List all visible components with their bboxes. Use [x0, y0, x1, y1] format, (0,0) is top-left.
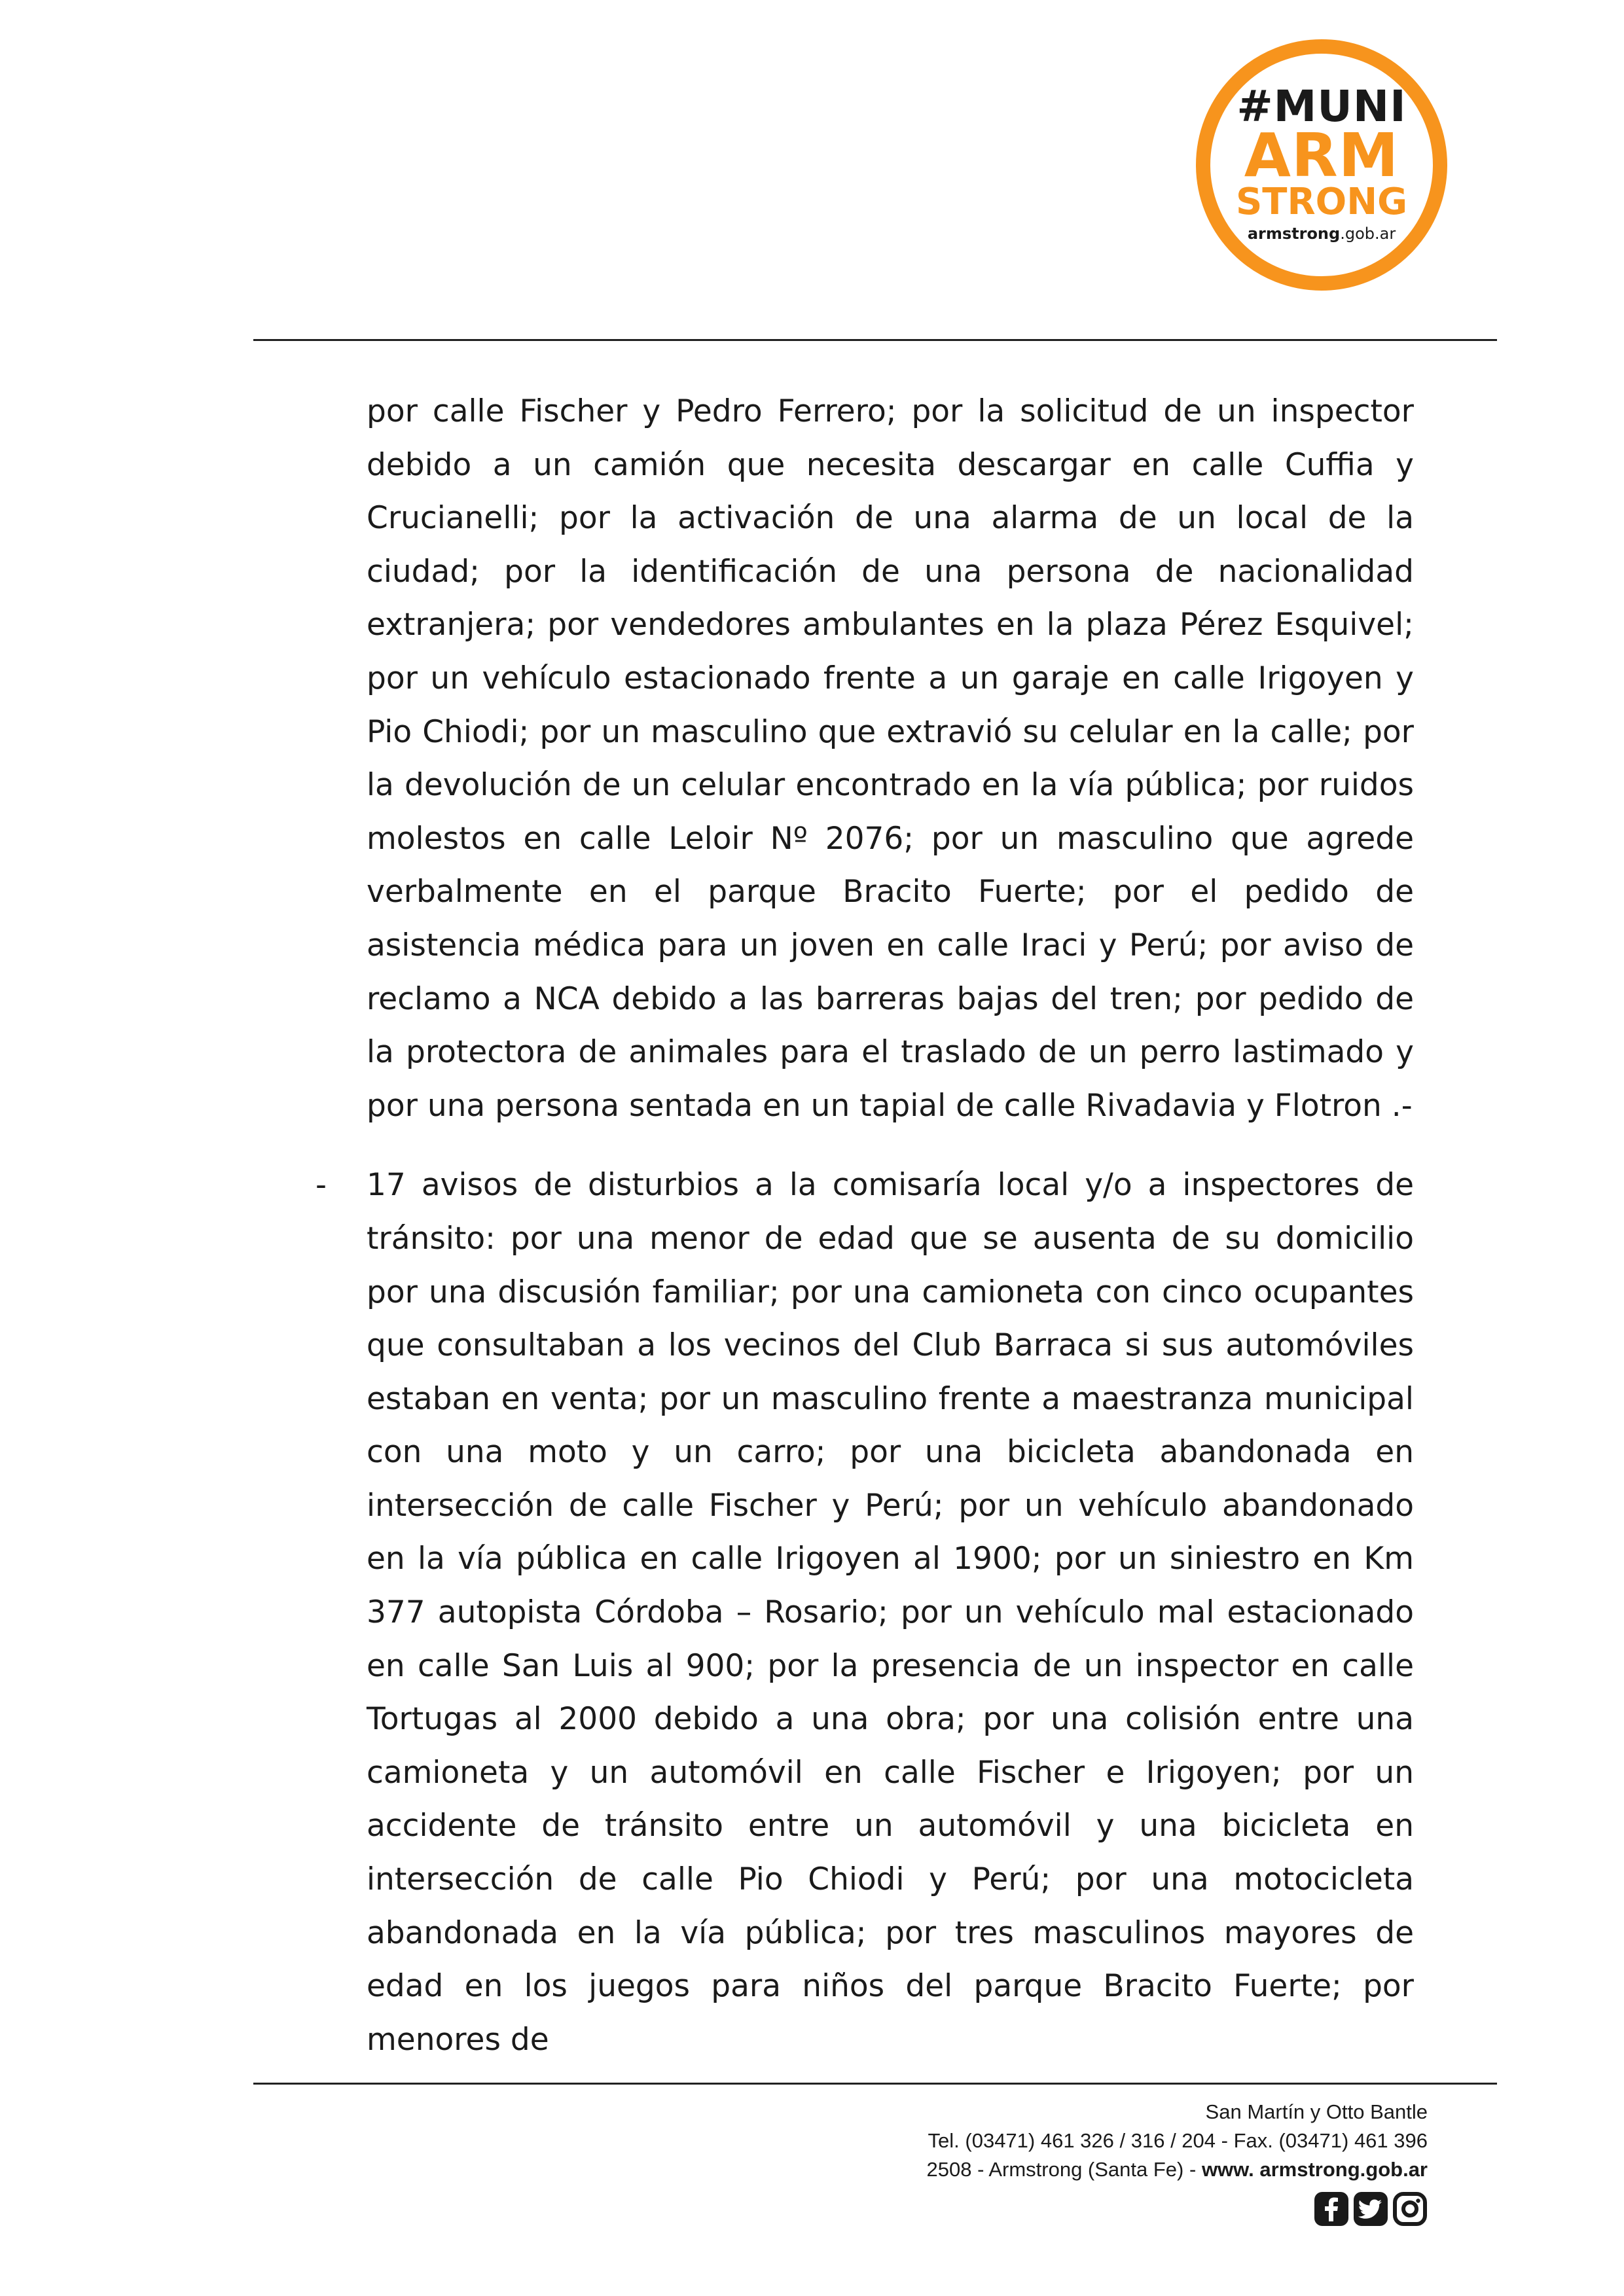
logo-line-strong: STRONG [1235, 181, 1408, 223]
footer-website[interactable]: www. armstrong.gob.ar [1201, 2158, 1428, 2181]
footer-address: San Martín y Otto Bantle [1205, 2100, 1428, 2123]
footer-phone: Tel. (03471) 461 326 / 316 / 204 - Fax. (03471) 461 396 [928, 2129, 1428, 2152]
twitter-icon[interactable] [1353, 2191, 1388, 2227]
logo-line-muni: #MUNI [1236, 81, 1407, 132]
logo-domain [1248, 223, 1396, 244]
logo-line-arm: ARM [1244, 120, 1399, 190]
header-divider [253, 339, 1497, 341]
instagram-icon[interactable] [1392, 2191, 1428, 2227]
logo-domain-bold: armstrong [1247, 224, 1341, 243]
footer-city: 2508 - Armstrong (Santa Fe) - [926, 2158, 1202, 2181]
footer-city-line [927, 2155, 1428, 2184]
paragraph-continuation: por calle Fischer y Pedro Ferrero; por la solicitud de un inspector debido a un camión que necesita descargar en calle Cuffia y Crucianelli; por la activación de una alarma de un local de la ciudad; por la identificación de una persona de nacionalidad extranjera; por vendedores ambulantes en la plaza Pérez Esquivel; por un vehículo estacionado frente a un garaje en calle Irigoyen y Pio Chiodi; por un masculino que extravió su celular en la calle; por la devolución de un celular encontrado en la vía pública; por ruidos molestos en calle Leloir Nº 2076; por un masculino que agrede verbalmente en el parque Bracito Fuerte; por el pedido de asistencia médica para un joven en calle Iraci y Perú; por aviso de reclamo a NCA debido a las barreras bajas del tren; por pedido de la protectora de animales para el traslado de un perro lastimado y por una persona sentada en un tapial de calle Rivadavia y Flotron .- [367, 393, 1414, 1124]
facebook-icon[interactable] [1314, 2191, 1349, 2227]
bullet-item-text: 17 avisos de disturbios a la comisaría local y/o a inspectores de tránsito: por una menor de edad que se ausenta de su domicilio por una discusión familiar; por una camioneta con cinco ocupantes que consultaban a los vecinos del Club Barraca si sus automóviles estaban en venta; por un masculino frente a maestranza municipal con una moto y un carro; por una bicicleta abandonada en intersección de calle Fischer y Perú; por un vehículo abandonado en la vía pública en calle Irigoyen al 1900; por un siniestro en Km 377 autopista Córdoba – Rosario; por un vehículo mal estacionado en calle San Luis al 900; por la presencia de un inspector en calle Tortugas al 2000 debido a una obra; por una colisión entre una camioneta y un automóvil en calle Fischer e Irigoyen; por un accidente de tránsito entre un automóvil y una bicicleta en intersección de calle Pio Chiodi y Perú; por una motocicleta abandonada en la vía pública; por tres masculinos mayores de edad en los juegos para niños del parque Bracito Fuerte; por menores de [367, 1167, 1414, 2058]
footer-contact [927, 2098, 1428, 2184]
bullet-dash: - [316, 1167, 327, 1204]
social-icons [1314, 2191, 1428, 2227]
bullet-item [316, 1158, 1414, 2066]
logo-domain-rest: .gob.ar [1340, 224, 1396, 243]
footer-divider [253, 2083, 1497, 2085]
document-body [316, 385, 1414, 2066]
municipality-logo [1196, 39, 1447, 291]
